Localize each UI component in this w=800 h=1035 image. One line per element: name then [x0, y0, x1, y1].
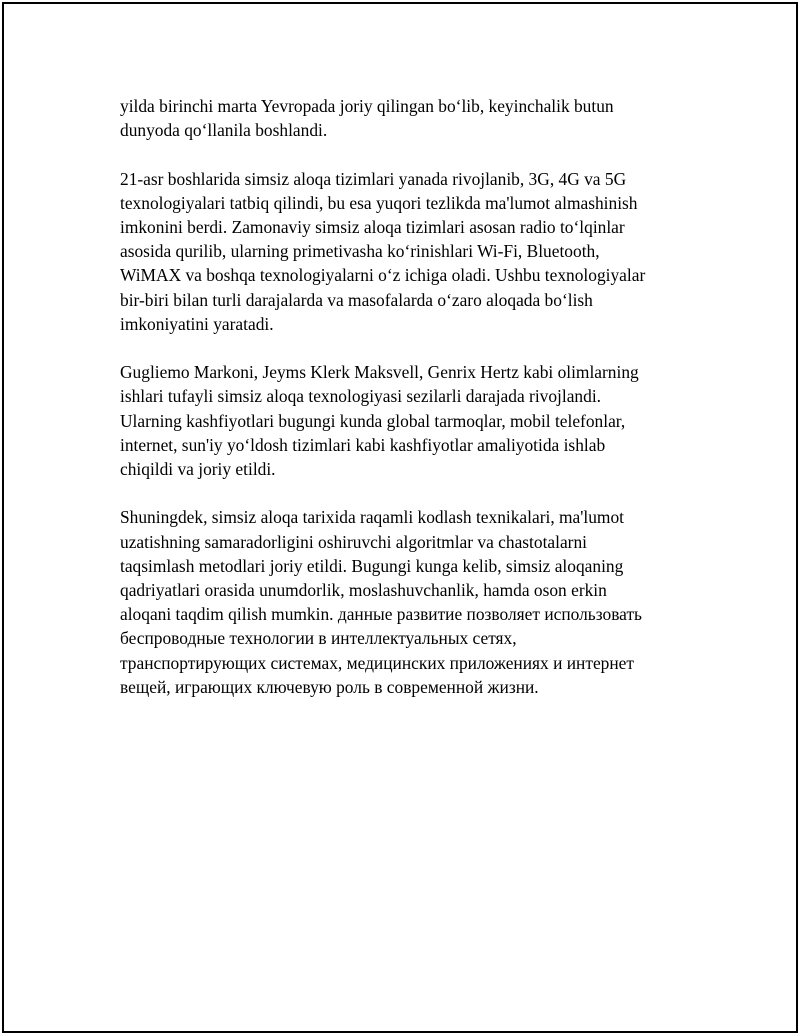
document-page: [2, 2, 798, 1033]
paragraph-4: Shuningdek, simsiz aloqa tarixida raqamli kodlash texnikalari, ma'lumot uzatishning samaradorligini oshiruvchi algoritmlar va chastotalarni taqsimlash metodlari joriy etildi. Bugungi kunga kelib, simsiz aloqaning qadriyatlari orasida unumdorlik, moslashuvchanlik, hamda oson erkin aloqani taqdim qilish mumkin. данные развитие позволяет использовать беспроводные технологии в интеллектуальных сетях, транспортирующих системах, медицинских приложениях и интернет вещей, играющих ключевую роль в современной жизни.: [120, 507, 642, 697]
document-body: [120, 94, 688, 723]
paragraph-2: 21-asr boshlarida simsiz aloqa tizimlari yanada rivojlanib, 3G, 4G va 5G texnologiyalari tatbiq qilindi, bu esa yuqori tezlikda ma'lumot almashinish imkonini berdi. Zamonaviy simsiz aloqa tizimlari asosan radio to‘lqinlar asosida qurilib, ularning primetivasha ko‘rinishlari Wi-Fi, Bluetooth, WiMAX va boshqa texnologiyalarni o‘z ichiga oladi. Ushbu texnologiyalar bir-biri bilan turli darajalarda va masofalarda o‘zaro aloqada bo‘lish imkoniyatini yaratadi.: [120, 168, 646, 334]
paragraph-1: yilda birinchi marta Yevropada joriy qilingan bo‘lib, keyinchalik butun dunyoda qo‘llanila boshlandi.: [120, 96, 614, 141]
paragraph-3: Gugliemo Markoni, Jeyms Klerk Maksvell, Genrix Hertz kabi olimlarning ishlari tufayli simsiz aloqa texnologiyasi sezilarli darajada rivojlandi. Ularning kashfiyotlari bugungi kunda global tarmoqlar, mobil telefonlar, internet, sun'iy yo‘ldosh tizimlari kabi kashfiyotlar amaliyotida ishlab chiqildi va joriy etildi.: [120, 362, 639, 480]
